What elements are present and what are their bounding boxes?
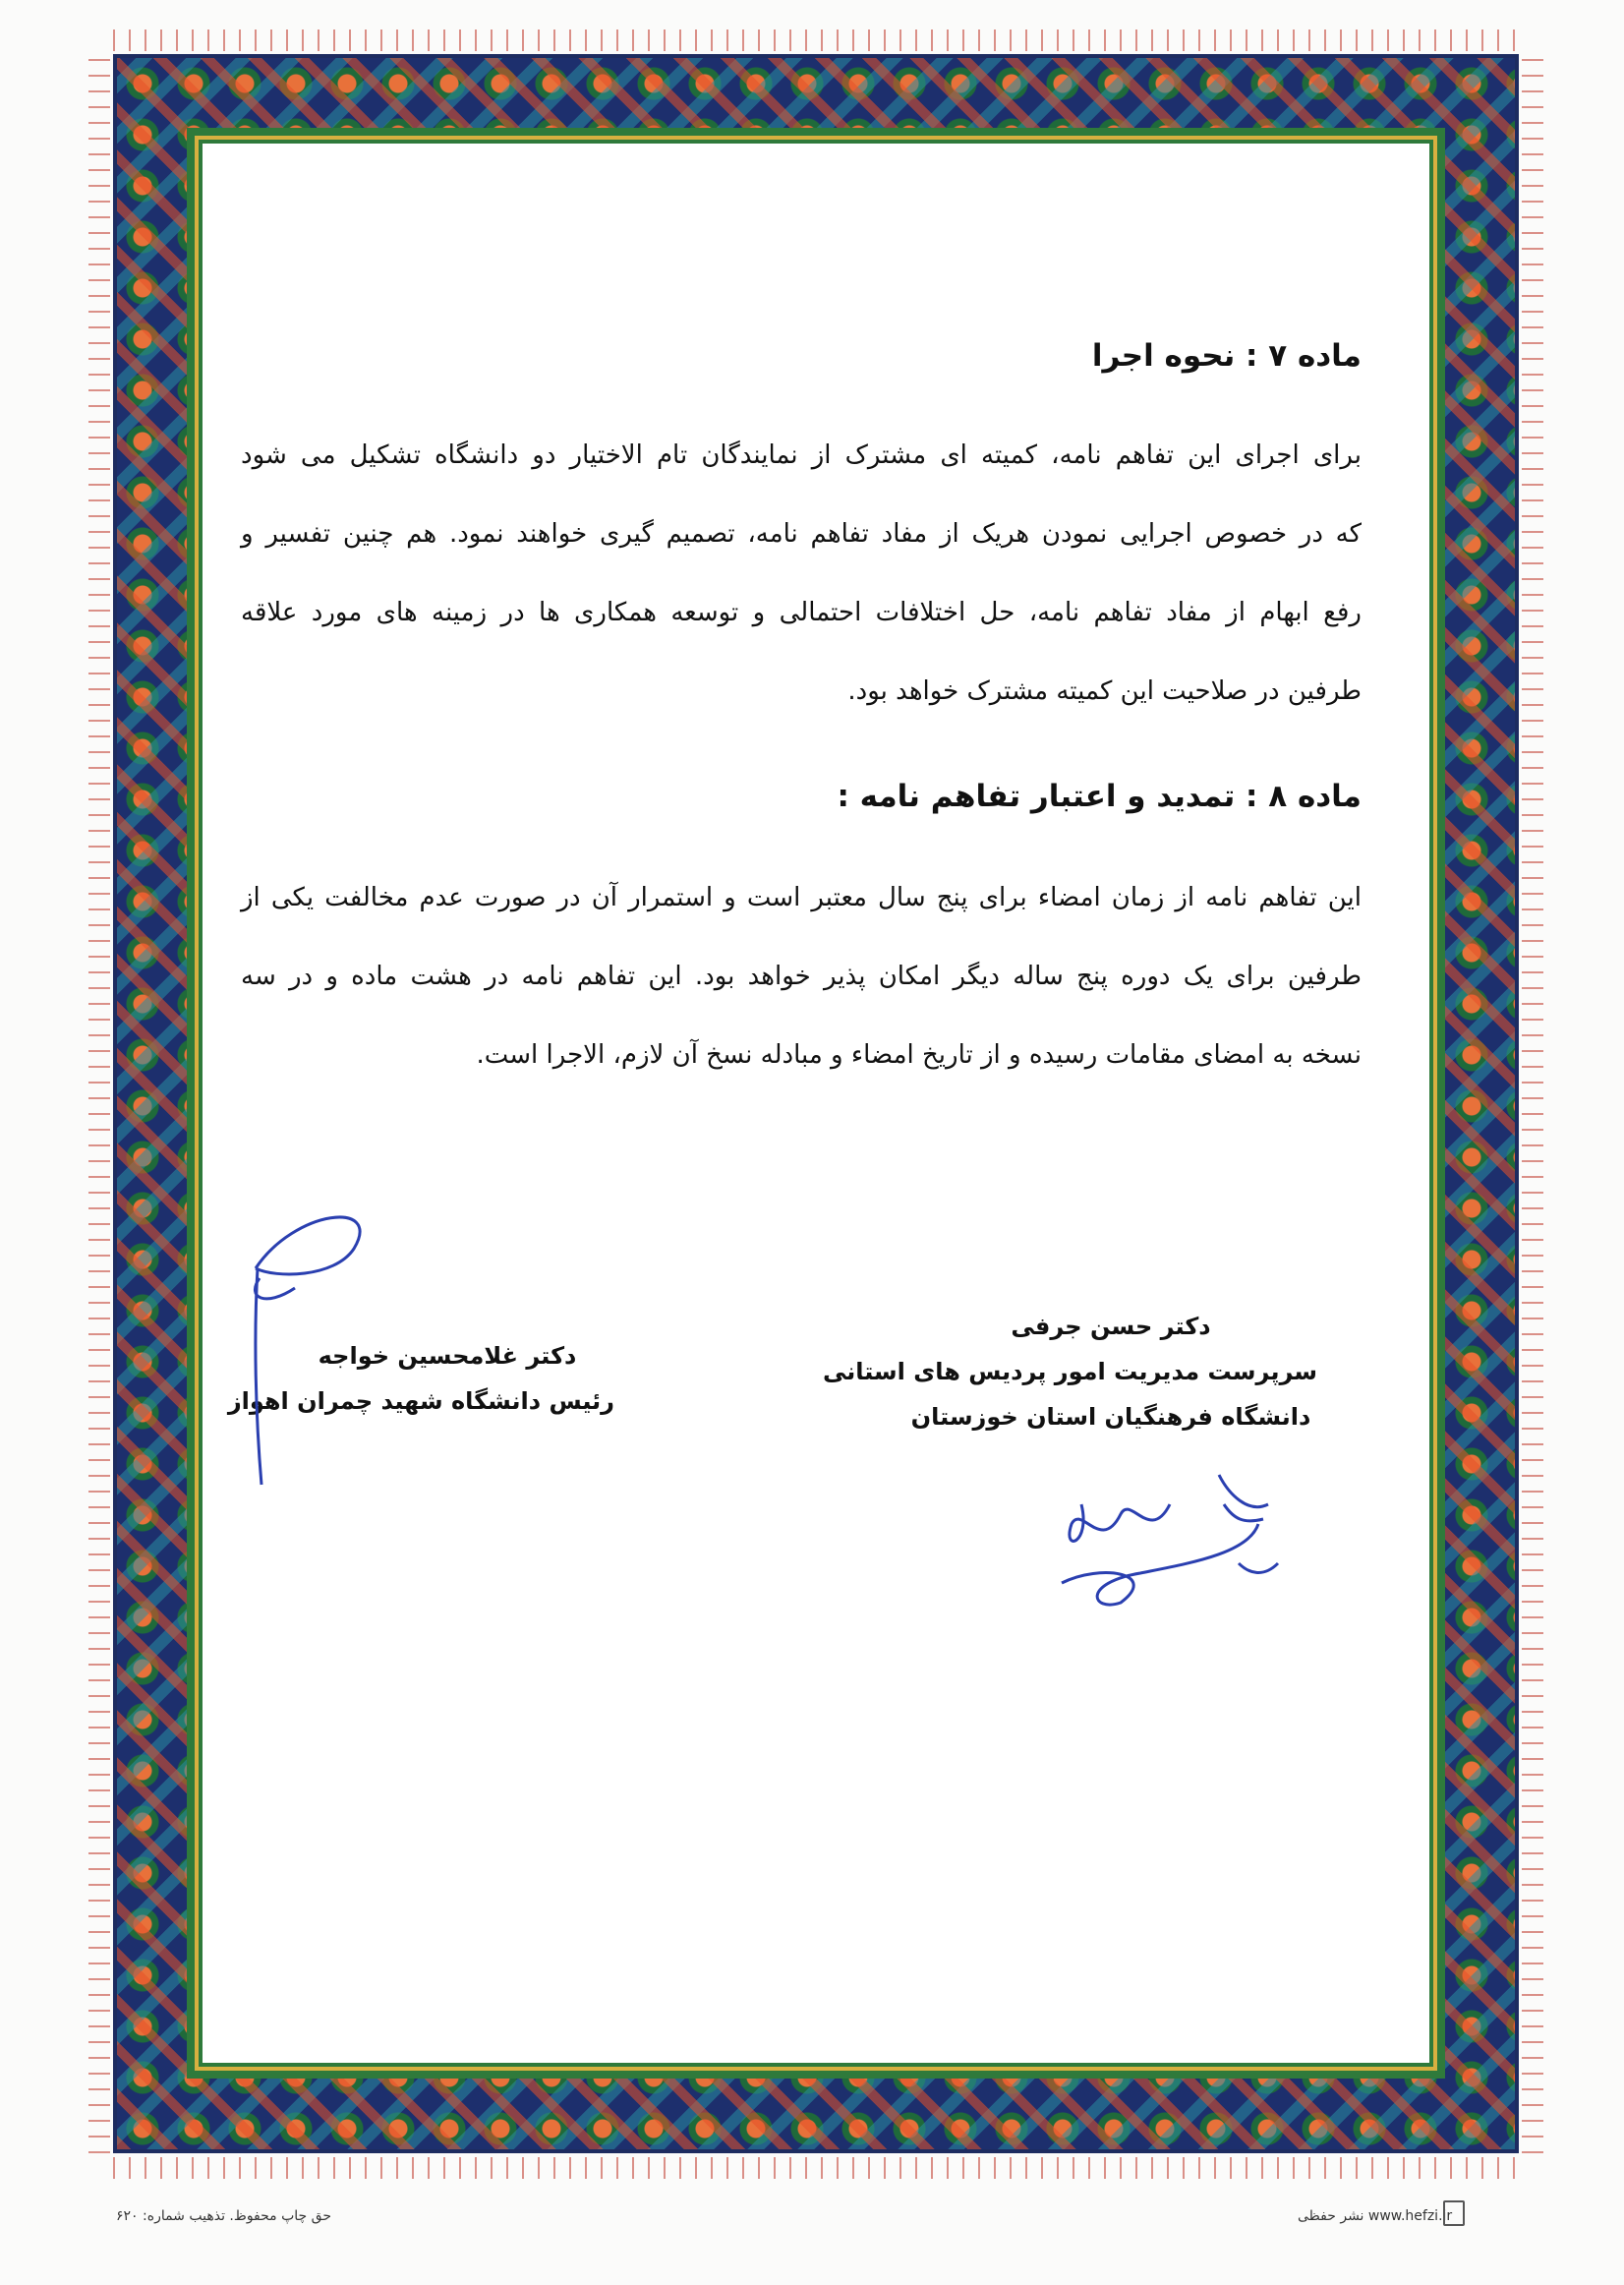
- signatory-right-title: سرپرست مدیریت امور پردیس های استانی: [822, 1358, 1317, 1385]
- article-7-line-3: رفع ابهام از مفاد تفاهم نامه، حل اختلافات احتمالی و توسعه همکاری ها در زمینه های مورد علاقه: [241, 598, 1362, 627]
- article-8-line-1: این تفاهم نامه از زمان امضاء برای پنج سال معتبر است و استمرار آن در صورت عدم مخالفت یکی از: [241, 883, 1362, 912]
- article-7-line-4: طرفین در صلاحیت این کمیته مشترک خواهد بود.: [847, 676, 1362, 706]
- signature-right-icon: [1022, 1465, 1307, 1612]
- signatory-right: [822, 1313, 1317, 1448]
- document-paper: [203, 144, 1429, 2063]
- border-ticks-top: [113, 29, 1519, 51]
- article-8-line-2: طرفین برای یک دوره پنج ساله دیگر امکان پذیر خواهد بود. این تفاهم نامه در هشت ماده و در سه: [241, 962, 1362, 991]
- article-7-line-2: که در خصوص اجرایی نمودن هریک از مفاد تفاهم نامه، تصمیم گیری خواهند نمود. هم چنین تفسیر و: [241, 519, 1362, 549]
- article-8-line-3: نسخه به امضای مقامات رسیده و از تاریخ امضاء و مبادله نسخ آن لازم، الاجرا است.: [476, 1040, 1362, 1070]
- footer-publisher: www.hefzi.ir نشر حفظی: [1298, 2208, 1453, 2224]
- border-ticks-right: [1522, 54, 1543, 2153]
- signatory-left-name: دکتر غلامحسین خواجه: [318, 1342, 577, 1370]
- signatory-right-organization: دانشگاه فرهنگیان استان خوزستان: [910, 1403, 1311, 1431]
- border-ticks-left: [88, 54, 110, 2153]
- footer-copyright: حق چاپ محفوظ. تذهیب شماره: ۶۲۰: [116, 2208, 331, 2224]
- article-8-heading: ماده ۸ : تمدید و اعتبار تفاهم نامه :: [837, 779, 1362, 814]
- article-7-line-1: برای اجرای این تفاهم نامه، کمیته ای مشترک از نمایندگان تام الاختیار دو دانشگاه تشکیل می شود: [241, 440, 1362, 470]
- signatory-left-title: رئیس دانشگاه شهید چمران اهواز: [227, 1387, 614, 1415]
- book-icon: [1443, 2200, 1465, 2226]
- border-ticks-bottom: [113, 2157, 1519, 2179]
- article-7-heading: ماده ۷ : نحوه اجرا: [1091, 338, 1362, 374]
- signatory-right-name: دکتر حسن جرفی: [1011, 1313, 1211, 1340]
- signature-left-icon: [236, 1200, 393, 1494]
